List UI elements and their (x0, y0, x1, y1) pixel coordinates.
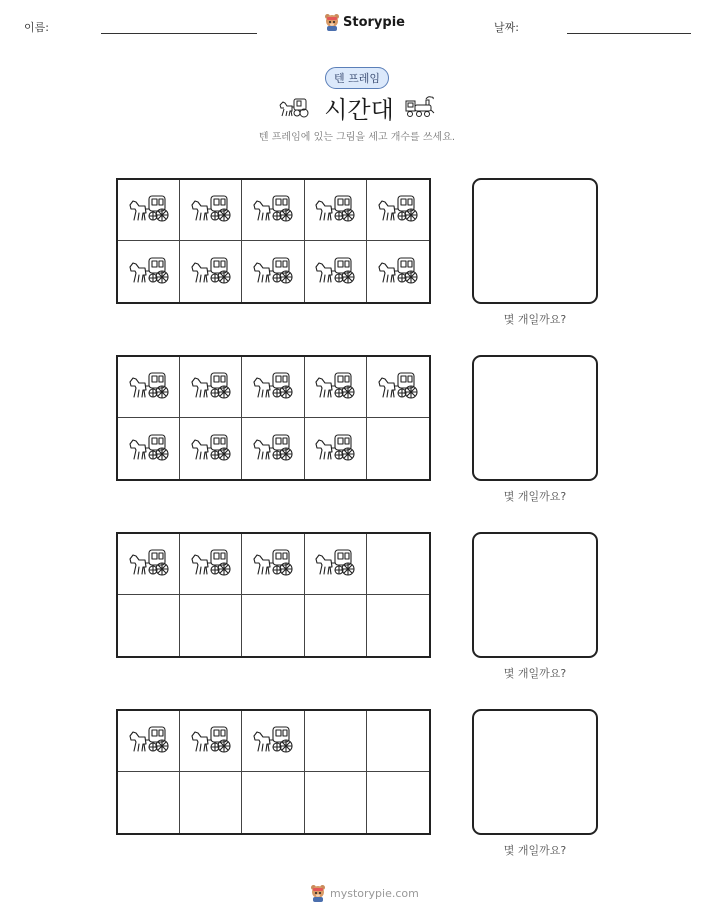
frame-cell (242, 772, 304, 833)
frame-cell (367, 772, 429, 833)
horse-carriage-icon (190, 546, 232, 582)
horse-carriage-icon (252, 254, 294, 290)
frame-cell (242, 357, 304, 418)
frame-cell (305, 357, 367, 418)
instructions: 텐 프레임에 있는 그림을 세고 개수를 쓰세요. (258, 132, 456, 143)
frame-cell (242, 180, 304, 241)
frame-cell (118, 418, 180, 479)
frame-cell (367, 241, 429, 302)
frame-cell (367, 418, 429, 479)
frame-cell (367, 357, 429, 418)
horse-carriage-icon (278, 96, 310, 118)
steam-train-icon (404, 96, 436, 118)
horse-carriage-icon (190, 192, 232, 228)
ten-frame (116, 532, 431, 658)
frame-cell (118, 534, 180, 595)
frame-cell (305, 711, 367, 772)
horse-carriage-icon (190, 431, 232, 467)
brand-name: Storypie (343, 14, 405, 30)
date-field[interactable] (567, 33, 691, 34)
horse-carriage-icon (190, 369, 232, 405)
answer-box[interactable] (472, 532, 598, 658)
frame-cell (118, 711, 180, 772)
question-text: 몇 개일까요? (503, 313, 567, 326)
horse-carriage-icon (190, 723, 232, 759)
frame-cell (242, 241, 304, 302)
horse-carriage-icon (128, 723, 170, 759)
footer (310, 884, 419, 902)
horse-carriage-icon (128, 369, 170, 405)
horse-carriage-icon (252, 546, 294, 582)
horse-carriage-icon (314, 254, 356, 290)
frame-cell (180, 357, 242, 418)
frame-cell (242, 595, 304, 656)
frame-cell (305, 534, 367, 595)
frame-cell (118, 772, 180, 833)
horse-carriage-icon (252, 192, 294, 228)
question-text: 몇 개일까요? (503, 667, 567, 680)
footer-site: mystorypie.com (330, 886, 419, 900)
frame-cell (180, 241, 242, 302)
frame-cell (118, 357, 180, 418)
horse-carriage-icon (252, 369, 294, 405)
frame-cell (367, 595, 429, 656)
horse-carriage-icon (377, 369, 419, 405)
frame-cell (305, 418, 367, 479)
bear-mascot-icon (324, 13, 340, 31)
answer-box[interactable] (472, 709, 598, 835)
ten-frame (116, 709, 431, 835)
frame-cell (242, 418, 304, 479)
name-label: 이름: (24, 21, 49, 34)
date-label: 날짜: (494, 21, 519, 34)
horse-carriage-icon (252, 723, 294, 759)
frame-cell (118, 241, 180, 302)
horse-carriage-icon (128, 254, 170, 290)
frame-cell (367, 180, 429, 241)
horse-carriage-icon (128, 192, 170, 228)
horse-carriage-icon (252, 431, 294, 467)
horse-carriage-icon (314, 546, 356, 582)
horse-carriage-icon (377, 254, 419, 290)
frame-cell (118, 595, 180, 656)
frame-cell (242, 711, 304, 772)
horse-carriage-icon (314, 431, 356, 467)
frame-cell (180, 772, 242, 833)
horse-carriage-icon (190, 254, 232, 290)
ten-frame (116, 355, 431, 481)
frame-cell (118, 180, 180, 241)
question-text: 몇 개일까요? (503, 844, 567, 857)
frame-cell (180, 418, 242, 479)
frame-cell (305, 241, 367, 302)
horse-carriage-icon (377, 192, 419, 228)
name-field[interactable] (101, 33, 257, 34)
horse-carriage-icon (314, 369, 356, 405)
frame-cell (367, 711, 429, 772)
ten-frame (116, 178, 431, 304)
horse-carriage-icon (314, 192, 356, 228)
frame-cell (242, 534, 304, 595)
frame-cell (180, 534, 242, 595)
bear-mascot-icon (310, 884, 326, 902)
worksheet-title: 시간대 (324, 96, 394, 124)
answer-box[interactable] (472, 178, 598, 304)
frame-cell (305, 180, 367, 241)
frame-cell (305, 772, 367, 833)
frame-cell (180, 180, 242, 241)
frame-cell (180, 595, 242, 656)
horse-carriage-icon (128, 431, 170, 467)
frame-cell (180, 711, 242, 772)
frame-cell (305, 595, 367, 656)
answer-box[interactable] (472, 355, 598, 481)
topic-tag: 텐 프레임 (325, 67, 389, 89)
frame-cell (367, 534, 429, 595)
horse-carriage-icon (128, 546, 170, 582)
question-text: 몇 개일까요? (503, 490, 567, 503)
brand-logo (324, 13, 405, 31)
